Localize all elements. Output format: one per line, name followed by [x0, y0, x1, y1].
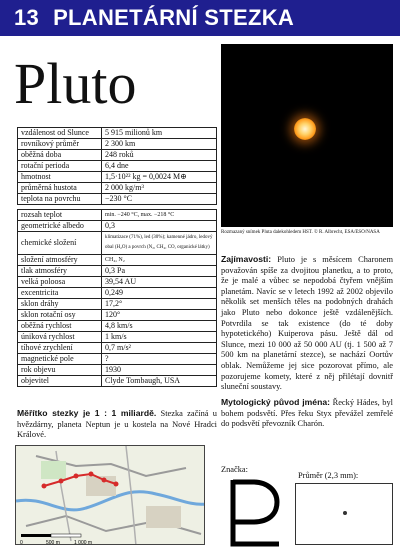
row-key: rovníkový průměr — [18, 139, 102, 150]
row-key: hmotnost — [18, 172, 102, 183]
map-graphic — [16, 446, 205, 545]
row-key: oběžná doba — [18, 150, 102, 161]
table-row — [18, 194, 217, 205]
row-value: 0,249 — [102, 288, 217, 299]
row-value: 248 roků — [102, 150, 217, 161]
row-value: 0,7 m/s² — [102, 343, 217, 354]
row-key: rok objevu — [18, 365, 102, 376]
row-value: 1930 — [102, 365, 217, 376]
table-row — [18, 266, 217, 277]
row-key: chemické složení — [18, 232, 102, 255]
row-value: ? — [102, 354, 217, 365]
row-key: vzdálenost od Slunce — [18, 128, 102, 139]
row-value: 0,3 Pa — [102, 266, 217, 277]
pluto-scale-dot — [343, 511, 347, 515]
photo-caption: Rozmazaný snímek Pluta dalekohledem HST. © R. Albrecht, ESA/ESO/NASA — [221, 230, 380, 235]
row-value: 1 km/s — [102, 332, 217, 343]
row-key: tíhové zrychlení — [18, 343, 102, 354]
row-key: sklon dráhy — [18, 299, 102, 310]
row-value: 120° — [102, 310, 217, 321]
table-row — [18, 310, 217, 321]
myth-heading: Mytologický původ jména: — [221, 397, 330, 407]
table-row — [18, 343, 217, 354]
row-value: 39,54 AU — [102, 277, 217, 288]
table-row — [18, 255, 217, 266]
table-row — [18, 232, 217, 255]
scale-label-1000: 1 000 m — [74, 540, 93, 545]
row-value: 17,2° — [102, 299, 217, 310]
row-key: složení atmosféry — [18, 255, 102, 266]
row-key: rotační perioda — [18, 161, 102, 172]
scale-section — [17, 408, 217, 441]
table-row — [18, 365, 217, 376]
row-key: geometrické albedo — [18, 221, 102, 232]
basic-data-table — [17, 127, 217, 205]
row-key: teplota na povrchu — [18, 194, 102, 205]
table-row — [18, 288, 217, 299]
row-value: 2 300 km — [102, 139, 217, 150]
table-row — [18, 354, 217, 365]
row-value: klimatizace (71%), led (30%); kamenné jádro, ledový obal (H₂O) a povrch (N₂, CH₄, CO, organické látky) — [102, 232, 217, 255]
table-row — [18, 139, 217, 150]
detail-data-table — [17, 209, 217, 387]
interesting-facts — [221, 254, 393, 393]
row-key: sklon rotační osy — [18, 310, 102, 321]
table-row — [18, 210, 217, 221]
row-value: 5 915 milionů km — [102, 128, 217, 139]
table-row — [18, 183, 217, 194]
row-value: CH₄, N₂ — [102, 255, 217, 266]
row-value: 6,4 dne — [102, 161, 217, 172]
row-value: −230 °C — [102, 194, 217, 205]
row-value: 1,5·10²² kg = 0,0024 M⊕ — [102, 172, 217, 183]
scale-label-0: 0 — [20, 540, 23, 545]
row-value: min. −240 °C, max. −218 °C — [102, 210, 217, 221]
mythology-section — [221, 397, 393, 430]
stop-number: 13 — [14, 5, 40, 30]
pluto-image — [294, 118, 316, 140]
table-row — [18, 161, 217, 172]
scale-label-500: 500 m — [46, 540, 60, 545]
table-row — [18, 299, 217, 310]
row-key: úniková rychlost — [18, 332, 102, 343]
row-key: magnetické pole — [18, 354, 102, 365]
row-key: průměrná hustota — [18, 183, 102, 194]
scale-text: Stezka začíná u hvězdárny, planeta Neptun je u kostela na Nové Hradci Králové. — [17, 409, 217, 440]
myth-text: Řecký Hádes, byl bohem podsvětí. Přes řeku Styx převážel zemřelé do podsvětí převozník Charón. — [221, 398, 394, 429]
row-value: 2 000 kg/m³ — [102, 183, 217, 194]
pluto-photo — [221, 44, 393, 227]
table-row — [18, 221, 217, 232]
row-key: rozsah teplot — [18, 210, 102, 221]
row-key: excentricita — [18, 288, 102, 299]
diameter-label: Průměr (2,3 mm): — [298, 471, 359, 480]
pluto-symbol-icon — [225, 478, 285, 548]
page-header — [0, 0, 400, 36]
table-row — [18, 172, 217, 183]
table-row — [18, 376, 217, 387]
scale-heading: Měřítko stezky je 1 : 1 miliardě. — [17, 408, 157, 418]
row-value: 4,8 km/s — [102, 321, 217, 332]
diameter-box — [295, 483, 393, 545]
row-key: objevitel — [18, 376, 102, 387]
table-row — [18, 277, 217, 288]
header-title: PLANETÁRNÍ STEZKA — [53, 5, 295, 30]
table-row — [18, 150, 217, 161]
row-key: tlak atmosféry — [18, 266, 102, 277]
table-row — [18, 128, 217, 139]
trail-map — [15, 445, 205, 545]
row-key: velká poloosa — [18, 277, 102, 288]
facts-heading: Zajímavosti: — [221, 254, 272, 264]
table-row — [18, 321, 217, 332]
facts-text: Pluto je s měsícem Charonem považován spíše za dvojitou planetku, a to proto, že je malé a vůbec se nepodobá čtyřem vnějším planetám. Navíc se v letech 1992 až 2002 objevilo několik set menších těles na podobných drahách jako Pluto nebo dokonce ještě vzdálenějších. Potvrdila se tak existence (do té doby hypotetického) Kuiperova pásu. Ještě dál od Slunce, mezi 10 000 až 50 000 AU (tj. 1 500 až 7 500 km na planetární stezce), se nachází Oortův oblak. Nemůžeme jej sice pozorovat přímo, ale pozorujeme komety, které z něj přilétají dovnitř sluneční soustavy. — [221, 255, 393, 392]
row-value: Clyde Tombaugh, USA — [102, 376, 217, 387]
row-key: oběžná rychlost — [18, 321, 102, 332]
symbol-label: Značka: — [221, 465, 248, 474]
planet-title: Pluto — [14, 51, 137, 116]
table-row — [18, 332, 217, 343]
row-value: 0,3 — [102, 221, 217, 232]
